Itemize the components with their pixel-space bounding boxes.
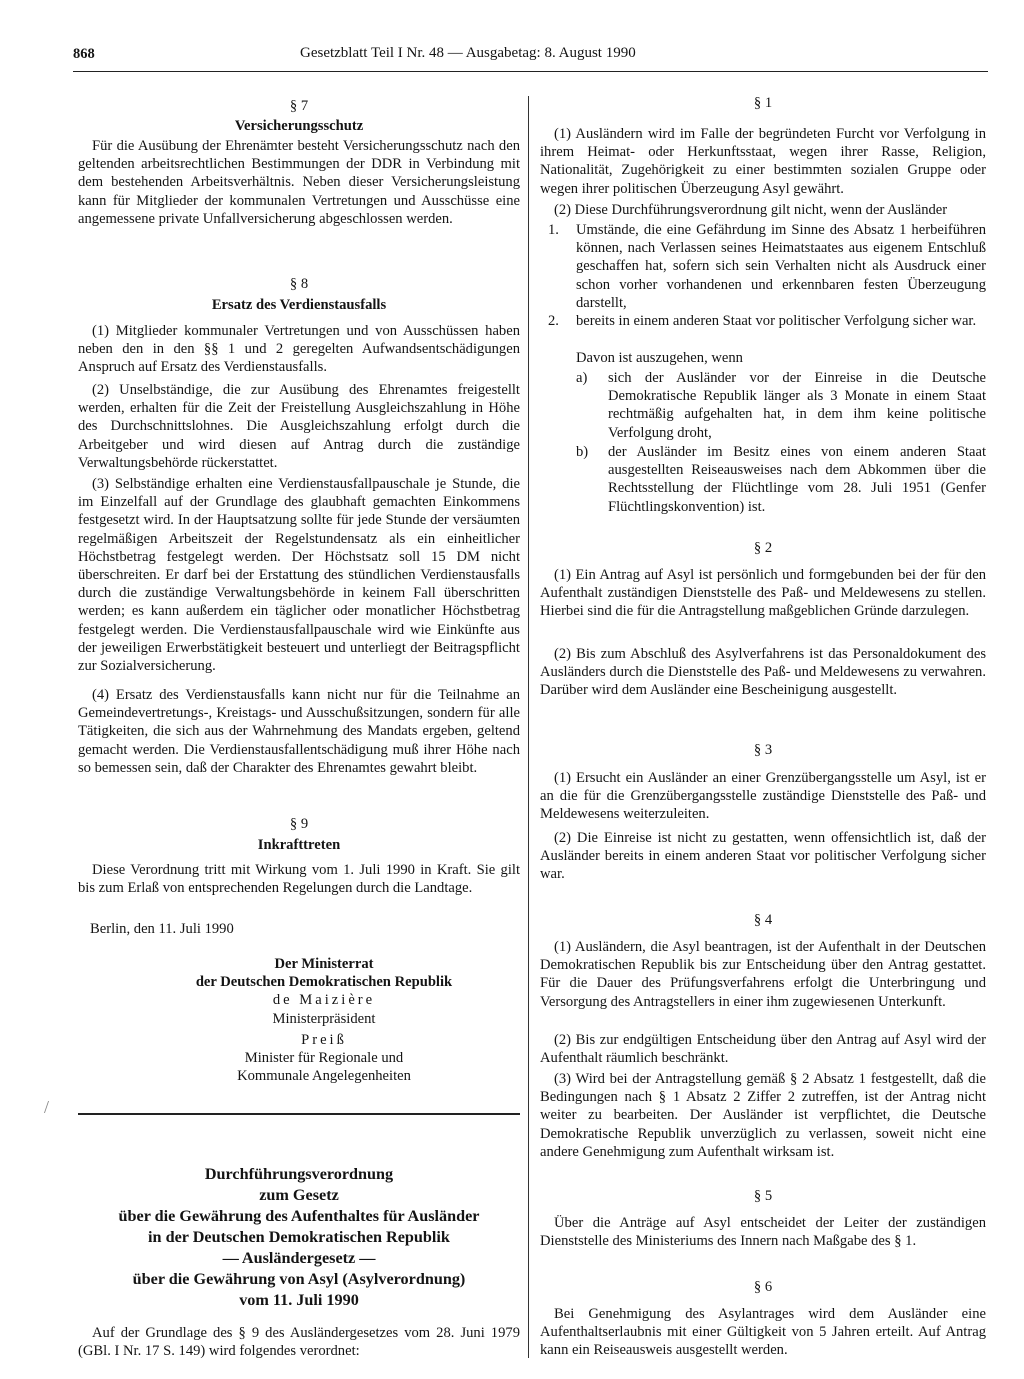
section-9-number: § 9 [289, 816, 309, 832]
section-8-number: § 8 [289, 276, 309, 292]
decree-separator-rule [78, 1113, 520, 1115]
section-8-para-3: (3) Selbständige erhalten eine Verdienstausfallpauschale je Stunde, die im Einzelfall auf der Grundlage des glaubhaft gemachten Einkommens festgesetzt wird. In der Hauptsatzung sollte für jede Stunde der versäumten regelmäßigen Arbeitszeit der Regelstundensatz als ein einheitlicher Höchstbetrag festgelegt werden. Der Höchstsatz soll 15 DM nicht überschreiten. Er darf bei der Erstattung des stündlichen Verdienstausfalls durch die zuständige Verwaltungsbehörde in keinem Fall überschritten werden; es kann außerdem ein täglicher oder monatlicher Höchstbetrag festgelegt werden. Die Verdienstausfallpauschale wird wie Einkünfte aus der jeweiligen Erwerbstätigkeit besteuert und unterliegt der Beitragspflicht zur Sozialversicherung. [78, 476, 520, 675]
item-2-label: 2. [548, 313, 559, 329]
item-1-text: Umstände, die eine Gefährdung im Sinne des Absatz 1 herbeiführen können, nach Verlassen seines Heimatstaates aus eigenem Entschluß geschaffen hat, sofern sich sein Verhalten nicht als Ausdruck einer schon vorher vorhandenen und erkennbaren festen Überzeugung darstellt, [576, 222, 986, 311]
section-1-item-2 [548, 312, 986, 330]
signatory-body-line-2: der Deutschen Demokratischen Republik [195, 974, 453, 990]
section-5-text: Über die Anträge auf Asyl entscheidet der Leiter der zuständigen Dienststelle des Ministeriums des Innern nach Maßgabe des § 1. [540, 1215, 986, 1250]
section-4-para-3: (3) Wird bei der Antragstellung gemäß § 2 Absatz 1 festgestellt, daß die Bedingungen nach § 1 Absatz 2 Ziffer 2 zutreffen, ist der Antrag nicht weiter zu bearbeiten. Der Ausländer ist verpflichtet, die Deutsche Demokratische Republik unverzüglich zu verlassen, soweit nicht eine andere Genehmigung zum Aufenthalt wirksam ist. [540, 1071, 986, 1160]
column-divider [528, 96, 529, 1358]
place-date: Berlin, den 11. Juli 1990 [90, 921, 234, 937]
item-b-label: b) [576, 444, 589, 460]
section-1-item-1 [548, 221, 986, 312]
section-2-number: § 2 [753, 540, 773, 556]
section-3-para-1: (1) Ersucht ein Ausländer an einer Grenzübergangsstelle um Asyl, ist er an die für die Grenzübergangsstelle zuständige Dienststelle des Paß- und Meldewesens weiterzuleiten. [540, 770, 986, 823]
decree-title-line-4: in der Deutschen Demokratischen Republik [148, 1228, 450, 1246]
section-8-para-1: (1) Mitglieder kommunaler Vertretungen und von Ausschüssen haben neben den in den §§ 1 und 2 geregelten Aufwandsentschädigungen Anspruch auf Ersatz des Verdienstausfalls. [78, 323, 520, 376]
signatory-role-2-line-1: Minister für Regionale und [244, 1050, 404, 1066]
section-2-para-1: (1) Ein Antrag auf Asyl ist persönlich und formgebunden bei der für den Aufenthalt zuständigen Dienststelle des Paß- und Meldewesens zu stellen. Hierbei sind die für die Antragstellung maßgeblichen Gründe darzulegen. [540, 567, 986, 620]
signatory-name-1: de Maizière [272, 992, 376, 1008]
section-9-title: Inkrafttreten [257, 837, 341, 853]
decree-title-line-5: — Ausländergesetz — [222, 1249, 376, 1267]
section-7-number: § 7 [289, 98, 309, 114]
running-title: Gesetzblatt Teil I Nr. 48 — Ausgabetag: 8. August 1990 [300, 45, 636, 61]
section-1-number: § 1 [753, 95, 773, 111]
section-1-item-a [576, 369, 986, 442]
section-7-text: Für die Ausübung der Ehrenämter besteht Versicherungsschutz nach den geltenden arbeitsrechtlichen Bestimmungen der DDR in Verbindung mit dem bestehenden Arbeitsverhältnis. Neben dieser Versicherungsleistung kann für Mitglieder der kommunalen Vertretungen und Ausschüsse eine angemessene private Unfallversicherung abgeschlossen werden. [78, 138, 520, 227]
decree-title-line-3: über die Gewährung des Aufenthaltes für Ausländer [118, 1207, 480, 1225]
decree-title-line-1: Durchführungsverordnung [204, 1165, 394, 1183]
item-1-label: 1. [548, 222, 559, 238]
section-8-title: Ersatz des Verdienstausfalls [211, 297, 387, 313]
section-9-text: Diese Verordnung tritt mit Wirkung vom 1. Juli 1990 in Kraft. Sie gilt bis zum Erlaß von entsprechenden Regelungen durch die Landtage. [78, 862, 520, 897]
section-1-para-1: (1) Ausländern wird im Falle der begründeten Furcht vor Verfolgung in ihrem Heimat- oder Herkunftsstaat, wegen ihrer Rasse, Religion, Nationalität, Zugehörigkeit zu einer bestimmten sozialen Gruppe oder wegen ihrer politischen Überzeugung Asyl gewährt. [540, 126, 986, 197]
signatory-role-1: Ministerpräsident [272, 1011, 376, 1027]
decree-title-line-2: zum Gesetz [259, 1186, 339, 1204]
section-1-para-2: (2) Diese Durchführungsverordnung gilt nicht, wenn der Ausländer [554, 202, 948, 218]
signatory-body-line-1: Der Ministerrat [274, 956, 374, 972]
signatory-name-2: Preiß [301, 1032, 347, 1048]
item-a-text: sich der Ausländer vor der Einreise in die Deutsche Demokratische Republik länger als 3 Monate in einem Staat rechtmäßig aufgehalten hat, in dem ihm keine politische Verfolgung droht, [608, 370, 986, 441]
decree-title-line-7: vom 11. Juli 1990 [239, 1291, 359, 1309]
section-1-item-b [576, 443, 986, 516]
margin-mark: / [44, 1097, 50, 1117]
section-4-number: § 4 [753, 912, 773, 928]
item-a-label: a) [576, 370, 588, 386]
item-b-text: der Ausländer im Besitz eines von einem anderen Staat ausgestellten Reiseausweises nach dem Abkommen über die Rechtsstellung der Flüchtlinge vom 28. Juli 1951 (Genfer Flüchtlingskonvention) ist. [608, 444, 986, 515]
item-2-text: bereits in einem anderen Staat vor politischer Verfolgung sicher war. [576, 313, 977, 329]
decree-title-line-6: über die Gewährung von Asyl (Asylverordnung) [132, 1270, 466, 1288]
page-number: 868 [73, 46, 95, 62]
section-7-title: Versicherungsschutz [234, 118, 364, 134]
section-3-para-2: (2) Die Einreise ist nicht zu gestatten, wenn offensichtlich ist, daß der Ausländer bereits in einem anderen Staat vor politischer Verfolgung sicher war. [540, 830, 986, 883]
section-4-para-1: (1) Ausländern, die Asyl beantragen, ist der Aufenthalt in der Deutschen Demokratischen Republik bis zur Entscheidung über den Antrag gestattet. Für die Dauer des Prüfungsverfahrens erfolgt die Unterbringung und Versorgung des Antragstellers in einer ihm zugewiesenen Unterkunft. [540, 939, 986, 1010]
section-6-text: Bei Genehmigung des Asylantrages wird dem Ausländer eine Aufenthaltserlaubnis mit einer Gültigkeit von 5 Jahren erteilt. Auf Antrag kann ein Reiseausweis ausgestellt werden. [540, 1306, 986, 1359]
section-6-number: § 6 [753, 1279, 773, 1295]
section-2-para-2: (2) Bis zum Abschluß des Asylverfahrens ist das Personaldokument des Ausländers durch die Dienststelle des Paß- und Meldewesens zu verwahren. Darüber wird dem Ausländer eine Bescheinigung ausgestellt. [540, 646, 986, 699]
section-8-para-2: (2) Unselbständige, die zur Ausübung des Ehrenamtes freigestellt werden, erhalten für die Zeit der Freistellung Ausgleichszahlung in Höhe des Durchschnittslohnes. Die Ausgleichszahlung erfolgt durch die Arbeitgeber und wird diesen auf Antrag durch die zuständige Verwaltungsbehörde rückerstattet. [78, 382, 520, 471]
section-4-para-2: (2) Bis zur endgültigen Entscheidung über den Antrag auf Asyl wird der Aufenthalt räumlich beschränkt. [540, 1032, 986, 1067]
section-1-davon: Davon ist auszugehen, wenn [576, 350, 743, 366]
decree-intro: Auf der Grundlage des § 9 des Ausländergesetzes vom 28. Juni 1979 (GBl. I Nr. 17 S. 149) wird folgendes verordnet: [78, 1325, 520, 1360]
section-8-para-4: (4) Ersatz des Verdienstausfalls kann nicht nur für die Teilnahme an Gemeindevertretungs-, Kreistags- und Ausschußsitzungen, sondern für alle Tätigkeiten, die sich aus der Wahrnehmung des Mandats ergeben, geltend gemacht werden. Die Verdienstausfallentschädigung muß ihrer Höhe nach so bemessen sein, daß der Charakter des Ehrenamtes gewahrt bleibt. [78, 687, 520, 776]
section-3-number: § 3 [753, 742, 773, 758]
section-5-number: § 5 [753, 1188, 773, 1204]
header-rule [73, 71, 988, 72]
signatory-role-2-line-2: Kommunale Angelegenheiten [237, 1068, 411, 1084]
